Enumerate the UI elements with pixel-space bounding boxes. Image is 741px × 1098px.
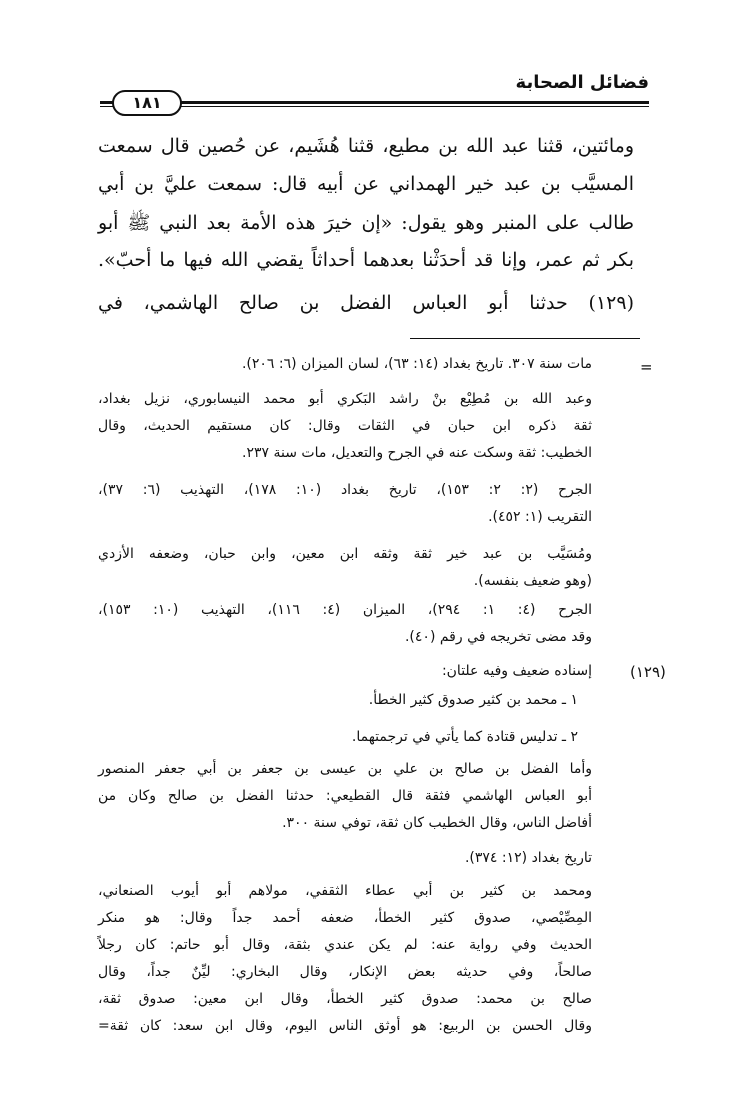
footnote-line: الجرح (٢: ٢: ١٥٣)، تاريخ بغداد (١٠: ١٧٨)، التهذيب (٦: ٣٧)، [98,482,592,498]
main-text-line: طالب على المنبر وهو يقول: «إن خيرَ هذه الأمة بعد النبي ﷺ أبو [98,212,634,234]
footnote-entry-number: (١٢٩) [630,663,666,681]
footnote-line: وأما الفضل بن صالح بن علي بن عيسى بن جعفر بن أبي جعفر المنصور [98,761,592,777]
footnote-line: ٢ ـ تدليس قتادة كما يأتي في ترجمتهما. [351,729,578,745]
running-header-title: فضائل الصحابة [515,72,649,93]
footnote-line: تاريخ بغداد (١٢: ٣٧٤). [464,850,592,866]
footnote-line: التقريب (١: ٤٥٢). [488,509,592,525]
page-number: ١٨١ [112,90,182,116]
header-rule [100,101,649,104]
footnote-line: الحديث وفي رواية عنه: لم يكن عندي بثقة، وقال أبو حاتم: كان رجلاً [98,937,592,953]
footnote-line: إسناده ضعيف وفيه علتان: [441,663,592,679]
footnote-line: وعبد الله بن مُطِيْع بنْ راشد البَكري أبو محمد النيسابوري، نزيل بغداد، [98,391,592,407]
footnote-line: أبو العباس الهاشمي فثقة قال القطيعي: حدثنا الفضل بن صالح وكان من [98,788,592,804]
footnote-line: ومُسَيَّب بن عبد خير ثقة وثقه ابن معين، وابن حبان، وضعفه الأزدي [98,546,592,562]
footnote-line: وقد مضى تخريجه في رقم (٤٠). [404,629,592,645]
main-text-line: ومائتين، قثنا عبد الله بن مطيع، قثنا هُشَيم، عن حُصين قال سمعت [98,135,634,157]
continuation-marker: = [640,358,653,376]
footnote-line: الجرح (٤: ١: ٢٩٤)، الميزان (٤: ١١٦)، التهذيب (١٠: ١٥٣)، [98,602,593,618]
footnote-separator [410,338,640,339]
footnote-line: ١ ـ محمد بن كثير صدوق كثير الخطأ. [368,692,578,708]
footnote-line: ومحمد بن كثير بن أبي عطاء الثقفي، مولاهم أبو أيوب الصنعاني، [98,883,592,899]
main-text-line: (١٢٩) حدثنا أبو العباس الفضل بن صالح الهاشمي، في [98,292,634,314]
main-text-line: المسيَّب بن عبد خير الهمداني عن أبيه قال: سمعت عليَّ بن أبي [98,173,634,195]
footnote-line: وقال الحسن بن الربيع: هو أوثق الناس اليوم، وقال ابن سعد: كان ثقة= [98,1018,592,1034]
footnote-line: (وهو ضعيف بنفسه). [473,573,592,589]
footnote-line: صالحاً، وفي حديثه بعض الإنكار، وقال البخاري: ليِّنٌ جداً، وقال [98,964,592,980]
footnote-line: ثقة ذكره ابن حبان في الثقات وقال: كان مستقيم الحديث، وقال [98,418,592,434]
footnote-line: الخطيب: ثقة وسكت عنه في الجرح والتعديل، مات سنة ٢٣٧. [242,445,592,461]
footnote-line: مات سنة ٣٠٧. تاريخ بغداد (١٤: ٦٣)، لسان الميزان (٦: ٢٠٦). [241,356,592,372]
footnote-line: أفاضل الناس، وقال الخطيب كان ثقة، توفي سنة ٣٠٠. [282,815,592,831]
footnote-line: صالح بن محمد: صدوق كثير الخطأ، وقال ابن معين: صدوق ثقة، [98,991,592,1007]
header-rule-thin [100,106,649,107]
main-text-line: بكر ثم عمر، وإنا قد أحدَثْنا بعدهما أحداثاً يقضي الله فيها ما أحبّ». [98,249,634,271]
footnote-line: المِصِّيْصي، صدوق كثير الخطأ، ضعفه أحمد جداً وقال: هو منكر [98,910,592,926]
